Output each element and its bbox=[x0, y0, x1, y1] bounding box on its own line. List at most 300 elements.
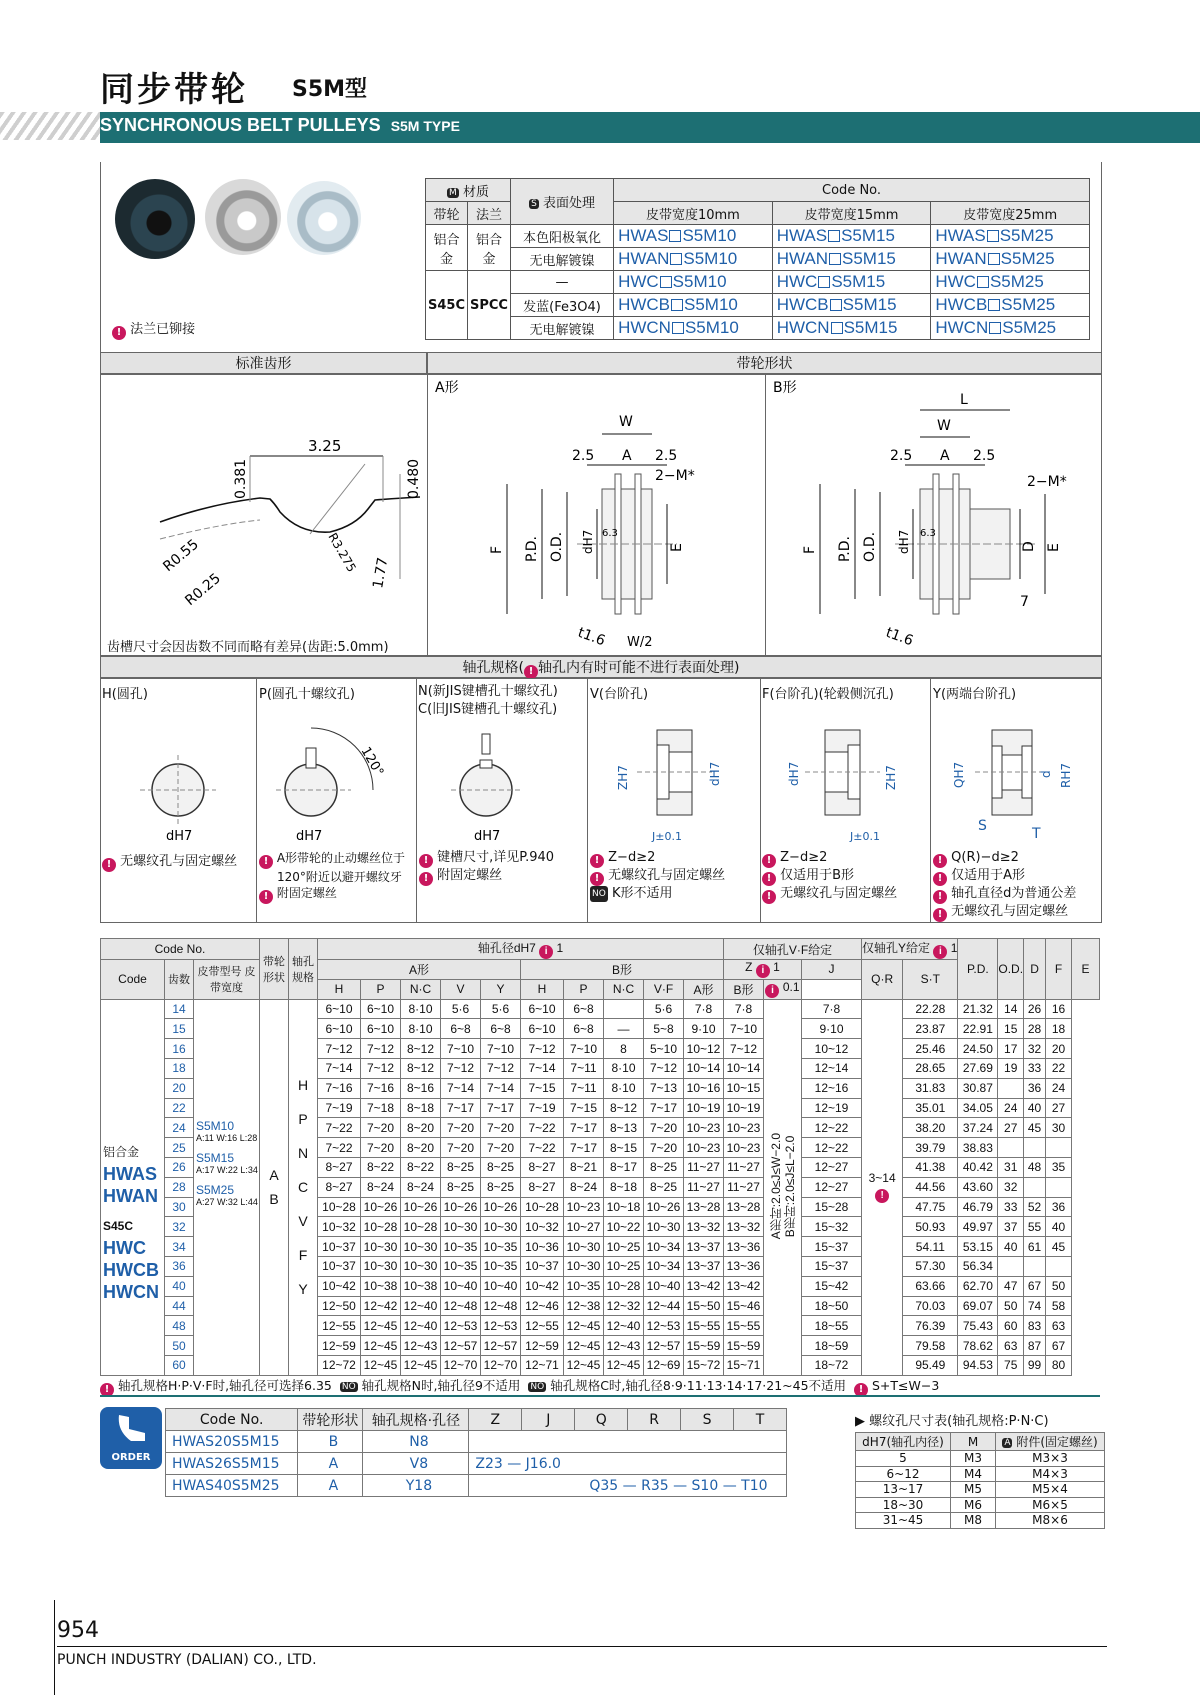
col-code: Code bbox=[101, 960, 165, 1000]
table-cell: 12~45 bbox=[401, 1355, 441, 1375]
info-icon: ! bbox=[762, 854, 776, 868]
bore-n-diagram bbox=[416, 700, 587, 850]
table-cell: 6~10 bbox=[521, 999, 564, 1019]
table-cell: 9·10 bbox=[684, 1019, 724, 1039]
col-belt: 皮带型号 皮带宽度 bbox=[194, 960, 260, 1000]
table-cell: 38.83 bbox=[958, 1138, 998, 1158]
bore-p-angle: 120° bbox=[357, 744, 387, 780]
hdr-width-25: 皮带宽度25mm bbox=[931, 202, 1090, 225]
table-cell: 6~10 bbox=[318, 1019, 361, 1039]
bore-type: H bbox=[297, 1077, 309, 1094]
table-cell: 7~20 bbox=[441, 1138, 481, 1158]
hdr-material: 材质 bbox=[462, 184, 489, 200]
table-cell: 7~14 bbox=[318, 1058, 361, 1078]
table-cell: 11~27 bbox=[684, 1157, 724, 1177]
table-cell: 10~25 bbox=[604, 1237, 644, 1257]
info-icon: ! bbox=[933, 872, 947, 886]
order-shape: A bbox=[298, 1453, 363, 1475]
table-cell: 67 bbox=[1046, 1336, 1072, 1356]
hdr-pulley: 带轮 bbox=[426, 202, 468, 225]
bore-v-note2: 无螺纹孔与固定螺丝 bbox=[608, 868, 726, 883]
table-cell: 12~53 bbox=[441, 1316, 481, 1336]
table-cell: 37 bbox=[998, 1217, 1024, 1237]
banner-underline bbox=[100, 140, 1200, 143]
table-cell: 15 bbox=[998, 1019, 1024, 1039]
table-cell bbox=[1046, 1177, 1072, 1197]
table-cell: 7~17 bbox=[481, 1098, 521, 1118]
table-cell: 70.03 bbox=[903, 1296, 958, 1316]
order-badge bbox=[100, 1407, 162, 1469]
table-cell: 94.53 bbox=[958, 1355, 998, 1375]
table-cell: 8~18 bbox=[604, 1177, 644, 1197]
table-cell: 5~8 bbox=[644, 1019, 684, 1039]
code-family-cell bbox=[101, 999, 165, 1375]
table-cell: 7~22 bbox=[521, 1138, 564, 1158]
table-cell: 10~23 bbox=[724, 1138, 764, 1158]
info-icon: i bbox=[765, 984, 779, 998]
table-cell: 47.75 bbox=[903, 1197, 958, 1217]
table-cell: 44 bbox=[165, 1296, 194, 1316]
order-code: HWAS40S5M25 bbox=[166, 1475, 298, 1497]
bore-v-d: dH7 bbox=[708, 761, 722, 786]
code-cell: HWCB S5M15 bbox=[772, 294, 931, 317]
table-cell: 14 bbox=[998, 999, 1024, 1019]
info-icon: ! bbox=[259, 855, 273, 869]
hdr-width-15: 皮带宽度15mm bbox=[772, 202, 931, 225]
table-cell: 12~55 bbox=[318, 1316, 361, 1336]
table-cell: 50 bbox=[1046, 1276, 1072, 1296]
info-icon: ! bbox=[419, 872, 433, 886]
col-j: J bbox=[802, 960, 862, 980]
bore-type: P bbox=[298, 1111, 308, 1128]
table-cell: 10~28 bbox=[361, 1217, 401, 1237]
belt-type: S5M10 bbox=[196, 1118, 235, 1133]
table-cell: 8~12 bbox=[604, 1098, 644, 1118]
bore-f-j: J±0.1 bbox=[850, 830, 880, 843]
table-cell: 9·10 bbox=[802, 1019, 862, 1039]
no-badge: NO bbox=[341, 1382, 356, 1392]
table-cell: 13~32 bbox=[724, 1217, 764, 1237]
table-cell: 10~26 bbox=[401, 1197, 441, 1217]
table-cell: 15~50 bbox=[684, 1296, 724, 1316]
tooth-pitch-width: 3.25 bbox=[308, 437, 342, 455]
mat-label-al: 铝合金 bbox=[103, 1145, 140, 1160]
table-cell: 7~20 bbox=[361, 1138, 401, 1158]
table-cell: 10~35 bbox=[441, 1237, 481, 1257]
table-cell: 8~25 bbox=[644, 1157, 684, 1177]
table-cell: 10~23 bbox=[684, 1118, 724, 1138]
table-cell: 10~14 bbox=[724, 1058, 764, 1078]
table-cell: 34 bbox=[165, 1237, 194, 1257]
subcol: P bbox=[564, 979, 604, 999]
table-cell: 47 bbox=[998, 1276, 1024, 1296]
table-cell: 15~37 bbox=[802, 1237, 862, 1257]
table-cell: 8~24 bbox=[361, 1177, 401, 1197]
info-icon: ! bbox=[590, 854, 604, 868]
bore-v-j: J±0.1 bbox=[652, 830, 682, 843]
bore-y-d: d bbox=[1039, 770, 1053, 778]
product-photo-silver bbox=[205, 179, 281, 255]
table-cell: 22.28 bbox=[903, 999, 958, 1019]
table-cell: 7~12 bbox=[724, 1039, 764, 1059]
code-family: HWCB bbox=[103, 1260, 159, 1281]
table-cell: 10~15 bbox=[724, 1078, 764, 1098]
subcol: A形 bbox=[684, 979, 724, 999]
table-cell: 10~36 bbox=[521, 1237, 564, 1257]
order-hdr: 带轮形状 bbox=[298, 1409, 363, 1431]
belt-dims: A:17 W:22 L:34 bbox=[196, 1164, 258, 1175]
j-range-b: B形时:2.0≤J≤L−2.0 bbox=[782, 1134, 797, 1237]
table-cell: 60 bbox=[165, 1355, 194, 1375]
code-cell: HWAS S5M10 bbox=[614, 225, 773, 248]
table-cell: 32 bbox=[1024, 1039, 1046, 1059]
page-subtitle: S5M型 bbox=[292, 77, 368, 102]
table-cell: 12~40 bbox=[401, 1296, 441, 1316]
surface-cell: — bbox=[510, 271, 613, 294]
table-cell: 24 bbox=[998, 1098, 1024, 1118]
table-cell: 7·8 bbox=[802, 999, 862, 1019]
mat-label-steel: S45C bbox=[103, 1219, 134, 1234]
product-photo-black bbox=[115, 179, 195, 259]
no-badge: NO bbox=[530, 1382, 545, 1392]
table-cell: 60 bbox=[998, 1316, 1024, 1336]
table-cell: 10~28 bbox=[521, 1197, 564, 1217]
table-cell: 10~30 bbox=[564, 1237, 604, 1257]
table-cell: 10~22 bbox=[604, 1217, 644, 1237]
table-cell: 52 bbox=[1024, 1197, 1046, 1217]
table-cell: 43.60 bbox=[958, 1177, 998, 1197]
bore-y-t: T bbox=[1032, 826, 1041, 842]
st-cell bbox=[862, 999, 903, 1375]
shape-a-f: F bbox=[489, 545, 505, 554]
table-cell: 6~8 bbox=[441, 1019, 481, 1039]
table-cell: 10~34 bbox=[644, 1256, 684, 1276]
bore-n-d: dH7 bbox=[474, 829, 501, 844]
order-label: ORDER bbox=[111, 1452, 151, 1463]
table-cell: 31.83 bbox=[903, 1078, 958, 1098]
table-cell: 10~30 bbox=[481, 1217, 521, 1237]
belt-type: S5M15 bbox=[196, 1150, 235, 1165]
table-cell: 10~38 bbox=[401, 1276, 441, 1296]
table-cell: 12~53 bbox=[644, 1316, 684, 1336]
accessory-icon: A bbox=[1004, 1438, 1011, 1448]
table-cell: 10~19 bbox=[724, 1098, 764, 1118]
bore-y-diagram bbox=[930, 700, 1102, 850]
table-cell: 7~17 bbox=[441, 1098, 481, 1118]
table-cell: 61 bbox=[1024, 1237, 1046, 1257]
table-cell: 20 bbox=[1046, 1039, 1072, 1059]
shape-b-pd: P.D. bbox=[837, 536, 853, 562]
table-cell: 6~10 bbox=[521, 1019, 564, 1039]
shape-b-t: t1.6 bbox=[883, 624, 916, 650]
table-cell: 12~71 bbox=[521, 1355, 564, 1375]
table-cell: 48 bbox=[1024, 1157, 1046, 1177]
table-cell: 8·10 bbox=[401, 999, 441, 1019]
table-cell: 12~57 bbox=[441, 1336, 481, 1356]
table-cell: 8·10 bbox=[604, 1078, 644, 1098]
mat-pulley-al: 铝合金 bbox=[426, 225, 468, 271]
bore-f-note3: 无螺纹孔与固定螺丝 bbox=[780, 886, 898, 901]
table-cell: 83 bbox=[1024, 1316, 1046, 1336]
order-shape: A bbox=[298, 1475, 363, 1497]
table-cell: 7~17 bbox=[644, 1098, 684, 1118]
table-cell: 10~19 bbox=[684, 1098, 724, 1118]
bore-y-s: S bbox=[978, 818, 987, 834]
table-cell: 10~28 bbox=[318, 1197, 361, 1217]
screw-cell: M6 bbox=[951, 1497, 996, 1513]
subcol: B形 bbox=[724, 979, 764, 999]
table-cell: 23.87 bbox=[903, 1019, 958, 1039]
table-cell: 49.97 bbox=[958, 1217, 998, 1237]
table-cell bbox=[1024, 1177, 1046, 1197]
table-cell: 10~18 bbox=[604, 1197, 644, 1217]
table-cell: 8~27 bbox=[318, 1177, 361, 1197]
table-cell: 7~22 bbox=[318, 1118, 361, 1138]
table-cell: 10~40 bbox=[644, 1276, 684, 1296]
table-cell: 10~42 bbox=[521, 1276, 564, 1296]
table-cell: — bbox=[604, 1019, 644, 1039]
col-codeno: Code No. bbox=[101, 939, 260, 960]
order-hdr: J bbox=[522, 1409, 575, 1431]
table-row bbox=[101, 999, 1100, 1019]
table-cell: 7~11 bbox=[564, 1078, 604, 1098]
table-cell: 10~23 bbox=[564, 1197, 604, 1217]
table-cell: 27.69 bbox=[958, 1058, 998, 1078]
surface-cell: 本色阳极氧化 bbox=[510, 225, 613, 248]
mat-flange-al: 铝合金 bbox=[468, 225, 511, 271]
code-cell: HWC S5M15 bbox=[772, 271, 931, 294]
table-cell: 15 bbox=[165, 1019, 194, 1039]
table-cell: 7~17 bbox=[564, 1138, 604, 1158]
table-cell: 36 bbox=[1046, 1197, 1072, 1217]
table-cell: 15~55 bbox=[684, 1316, 724, 1336]
table-cell: 7~12 bbox=[361, 1039, 401, 1059]
shape-b-f: F bbox=[802, 545, 818, 554]
table-cell: 10~12 bbox=[802, 1039, 862, 1059]
shape-b-label: B形 bbox=[773, 380, 797, 396]
order-bore: N8 bbox=[363, 1431, 469, 1453]
table-cell: 10~32 bbox=[318, 1217, 361, 1237]
table-cell: 13~42 bbox=[684, 1276, 724, 1296]
table-cell: 25 bbox=[165, 1138, 194, 1158]
table-cell: 8~13 bbox=[604, 1118, 644, 1138]
table-cell: 7~16 bbox=[318, 1078, 361, 1098]
table-cell: 13~37 bbox=[684, 1256, 724, 1276]
bore-y-note4: 无螺纹孔与固定螺丝 bbox=[951, 904, 1069, 919]
table-cell: 7~15 bbox=[564, 1098, 604, 1118]
table-cell: 24.50 bbox=[958, 1039, 998, 1059]
code-cell: HWAS S5M25 bbox=[931, 225, 1090, 248]
info-icon: ! bbox=[419, 854, 433, 868]
screw-cell: M4×3 bbox=[996, 1466, 1105, 1482]
table-cell: 21.32 bbox=[958, 999, 998, 1019]
table-cell: 22.91 bbox=[958, 1019, 998, 1039]
table-cell: 7~10 bbox=[724, 1019, 764, 1039]
subcol: Y bbox=[481, 979, 521, 999]
table-cell: 15~46 bbox=[724, 1296, 764, 1316]
table-cell: 12~40 bbox=[401, 1316, 441, 1336]
bore-type: N bbox=[297, 1145, 309, 1162]
table-cell: 7~17 bbox=[564, 1118, 604, 1138]
screw-cell: M5×4 bbox=[996, 1482, 1105, 1498]
table-cell: 79.58 bbox=[903, 1336, 958, 1356]
subcol: V·F bbox=[644, 979, 684, 999]
screw-hdr: 附件(固定螺丝) bbox=[1016, 1435, 1098, 1449]
subcol: H bbox=[318, 979, 361, 999]
code-cell: HWC S5M10 bbox=[614, 271, 773, 294]
order-hdr: Code No. bbox=[166, 1409, 298, 1431]
screw-cell: M6×5 bbox=[996, 1497, 1105, 1513]
table-cell: 12~45 bbox=[564, 1355, 604, 1375]
table-cell: 45 bbox=[1024, 1118, 1046, 1138]
table-cell: 20 bbox=[165, 1078, 194, 1098]
hdr-code: Code No. bbox=[614, 179, 1090, 202]
info-icon: ! bbox=[100, 1383, 114, 1397]
table-cell: 8~25 bbox=[644, 1177, 684, 1197]
table-cell bbox=[1046, 1138, 1072, 1158]
table-cell: 78.62 bbox=[958, 1336, 998, 1356]
shape-b-a: A bbox=[940, 448, 950, 464]
section-shape-header: 带轮形状 bbox=[427, 352, 1102, 374]
bore-type: Y bbox=[298, 1281, 308, 1298]
table-cell: 6~10 bbox=[361, 999, 401, 1019]
screw-cell: 5 bbox=[856, 1451, 951, 1467]
table-cell: 33 bbox=[998, 1197, 1024, 1217]
table-cell: 80 bbox=[1046, 1355, 1072, 1375]
bore-v-title: V(台阶孔) bbox=[590, 687, 649, 702]
table-cell: 10~30 bbox=[644, 1217, 684, 1237]
product-photo-nickel bbox=[287, 181, 361, 255]
table-cell: 10~23 bbox=[724, 1118, 764, 1138]
mat-pulley-steel: S45C bbox=[426, 271, 468, 340]
info-icon: ! bbox=[762, 890, 776, 904]
col-bore-d: 轴孔径dH7 bbox=[477, 941, 536, 955]
info-icon: i bbox=[933, 945, 947, 959]
order-code: HWAS20S5M15 bbox=[166, 1431, 298, 1453]
order-hdr: Z bbox=[469, 1409, 522, 1431]
info-icon: ! bbox=[933, 890, 947, 904]
table-cell: 10~30 bbox=[564, 1256, 604, 1276]
table-cell: 7~22 bbox=[318, 1138, 361, 1158]
shape-a-diagram bbox=[427, 374, 765, 656]
table-cell: 33 bbox=[1024, 1058, 1046, 1078]
shape-a-s2: 2.5 bbox=[655, 448, 678, 464]
table-cell: 13~42 bbox=[724, 1276, 764, 1296]
mat-flange-steel: SPCC bbox=[468, 271, 511, 340]
footnote-2: 轴孔规格N时,轴孔径9不适用 bbox=[361, 1378, 521, 1393]
table-cell: 8~25 bbox=[481, 1157, 521, 1177]
code-cell: HWCN S5M10 bbox=[614, 317, 773, 340]
table-cell: 11~27 bbox=[724, 1177, 764, 1197]
shape-b-seven: 7 bbox=[1020, 594, 1029, 610]
bore-h-d: dH7 bbox=[166, 829, 193, 844]
bore-y-note3: 轴孔直径d为普通公差 bbox=[951, 886, 1077, 901]
table-cell: 12~43 bbox=[604, 1336, 644, 1356]
table-cell: 12~43 bbox=[401, 1336, 441, 1356]
shape-a-e: E bbox=[669, 543, 685, 552]
table-cell: 40 bbox=[998, 1237, 1024, 1257]
table-cell: 7~14 bbox=[521, 1058, 564, 1078]
table-cell: 30 bbox=[165, 1197, 194, 1217]
table-cell: 7~12 bbox=[441, 1058, 481, 1078]
table-cell: 50 bbox=[165, 1336, 194, 1356]
shape-b-d: dH7 bbox=[897, 529, 911, 554]
bore-h-note: 无螺纹孔与固定螺丝 bbox=[120, 854, 238, 869]
table-cell: 8~20 bbox=[401, 1118, 441, 1138]
table-cell: 50.93 bbox=[903, 1217, 958, 1237]
bore-p-note1b: 120°附近以避开螺纹牙 bbox=[277, 870, 402, 884]
code-cell: HWC S5M25 bbox=[931, 271, 1090, 294]
bore-type-cell bbox=[289, 999, 318, 1375]
shape-a-w: W bbox=[619, 414, 633, 430]
table-cell: 22 bbox=[165, 1098, 194, 1118]
code-cell: HWAN S5M15 bbox=[772, 248, 931, 271]
bore-f-note2: 仅适用于B形 bbox=[780, 868, 855, 883]
table-cell: 10~38 bbox=[361, 1276, 401, 1296]
section-tooth-header: 标准齿形 bbox=[100, 352, 427, 374]
bore-h-title: H(圆孔) bbox=[102, 687, 148, 702]
table-cell: 12~45 bbox=[564, 1336, 604, 1356]
table-cell bbox=[1024, 1138, 1046, 1158]
col-od: O.D. bbox=[998, 939, 1024, 1000]
bore-type: C bbox=[297, 1179, 309, 1196]
table-cell: 5~10 bbox=[644, 1039, 684, 1059]
table-cell: 31 bbox=[998, 1157, 1024, 1177]
table-cell: 87 bbox=[1024, 1336, 1046, 1356]
info-icon: ! bbox=[524, 665, 538, 679]
table-cell: 8~22 bbox=[361, 1157, 401, 1177]
table-cell: 12~45 bbox=[361, 1316, 401, 1336]
table-cell: 12~45 bbox=[361, 1355, 401, 1375]
subcol: P bbox=[361, 979, 401, 999]
bore-f-diagram bbox=[760, 700, 930, 850]
bore-type: V bbox=[298, 1213, 308, 1230]
table-cell: 12~14 bbox=[802, 1058, 862, 1078]
bore-n-note2: 附固定螺丝 bbox=[437, 868, 503, 883]
screw-cell: 6~12 bbox=[856, 1466, 951, 1482]
table-cell: 13~32 bbox=[684, 1217, 724, 1237]
table-cell: 8~12 bbox=[401, 1039, 441, 1059]
table-cell: 8~17 bbox=[604, 1157, 644, 1177]
info-icon: ! bbox=[112, 326, 126, 340]
triangle-icon: ▶ bbox=[855, 1414, 865, 1429]
bore-h-diagram bbox=[100, 700, 256, 850]
j-range-cell bbox=[764, 999, 802, 1375]
table-cell: 12~22 bbox=[802, 1118, 862, 1138]
table-cell: 7~12 bbox=[481, 1058, 521, 1078]
table-cell: 10~23 bbox=[684, 1138, 724, 1158]
table-cell: 75.43 bbox=[958, 1316, 998, 1336]
table-cell: 17 bbox=[998, 1039, 1024, 1059]
table-cell: 12~59 bbox=[521, 1336, 564, 1356]
table-cell: 8~27 bbox=[521, 1157, 564, 1177]
shape-a-r: 6.3 bbox=[602, 528, 618, 539]
table-cell: 10~37 bbox=[318, 1237, 361, 1257]
table-cell: 18 bbox=[165, 1058, 194, 1078]
bore-p-note1: A形带轮的止动螺丝位于 bbox=[276, 851, 406, 865]
info-icon: ! bbox=[102, 858, 116, 872]
table-cell: 76.39 bbox=[903, 1316, 958, 1336]
belt-type: S5M25 bbox=[196, 1182, 235, 1197]
table-cell: 69.07 bbox=[958, 1296, 998, 1316]
table-cell: 10~28 bbox=[604, 1276, 644, 1296]
table-cell: 44.56 bbox=[903, 1177, 958, 1197]
table-cell bbox=[998, 1138, 1024, 1158]
table-cell: 15~42 bbox=[802, 1276, 862, 1296]
subcol: N·C bbox=[401, 979, 441, 999]
table-cell: 15~55 bbox=[724, 1316, 764, 1336]
shape-a-label: A形 bbox=[435, 380, 459, 396]
